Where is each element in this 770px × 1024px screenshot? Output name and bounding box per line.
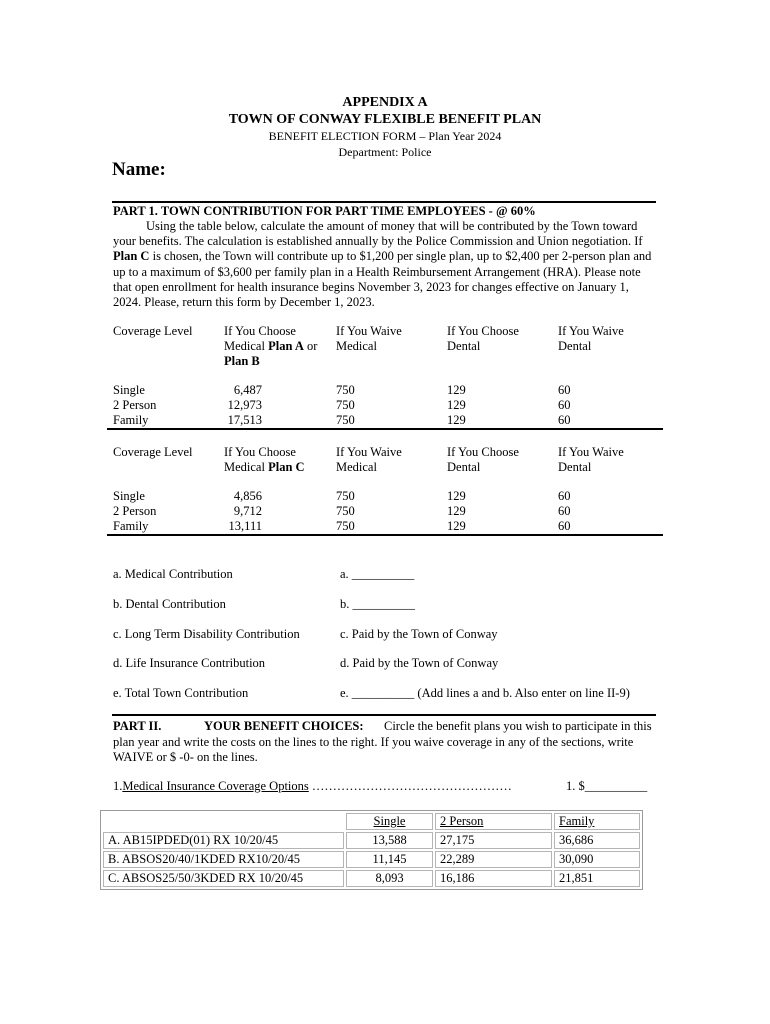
divider-top <box>112 201 656 203</box>
table-row[interactable] <box>103 832 640 849</box>
t2-header-medical-line1: If You Choose <box>224 445 296 459</box>
department-line: Department: Police <box>338 145 432 159</box>
t1-header-waive-dental-line2: Dental <box>558 339 592 353</box>
t2-row-family-level: Family <box>113 519 149 533</box>
part2-label: PART II. <box>113 719 162 733</box>
plans-table-header <box>103 813 640 830</box>
plan-b-name[interactable]: B. ABSOS20/40/1KDED RX10/20/45 <box>103 851 344 868</box>
appendix-title: APPENDIX A <box>342 95 428 110</box>
t2-col-waive-medical <box>336 489 355 534</box>
part2-title: YOUR BENEFIT CHOICES: <box>204 719 364 733</box>
t1-header-waive-medical-line1: If You Waive <box>336 324 402 338</box>
name-label: Name: <box>112 159 166 180</box>
t1-row-single-dental: 129 <box>447 383 466 397</box>
part1-line-3 <box>113 249 658 264</box>
t1-row-family-waive-medical: 750 <box>336 413 355 427</box>
t1-row-single-level: Single <box>113 383 145 397</box>
t2-header-medical-line2a: Medical <box>224 460 269 474</box>
contribution-life-label: d. Life Insurance Contribution <box>113 656 266 670</box>
part1-line-6: 2024. Please, return this form by December 1, 2023. <box>113 295 375 310</box>
t1-row-family-medical: 17,513 <box>227 413 262 427</box>
t1-header-waive-dental-line1: If You Waive <box>558 324 624 338</box>
part1-paragraph <box>113 219 658 310</box>
t2-header-waive-dental-line2: Dental <box>558 460 592 474</box>
t1-header-dental <box>447 324 519 354</box>
medical-options-item <box>113 779 512 794</box>
plan-c-single: 8,093 <box>346 870 433 887</box>
contribution-medical-blank[interactable]: a. __________ <box>340 567 415 581</box>
table-row[interactable] <box>103 870 640 887</box>
medical-options-label: Medical Insurance Coverage Options <box>122 779 309 793</box>
t2-row-2person-waive-dental: 60 <box>558 504 571 518</box>
contribution-ltd-value: c. Paid by the Town of Conway <box>340 627 498 641</box>
part2-line-2: plan year and write the costs on the lines to the right. If you waive coverage in any of the sections, write <box>113 735 634 749</box>
divider-part2 <box>112 714 656 716</box>
t2-row-2person-level: 2 Person <box>113 504 157 518</box>
t2-row-family-medical: 13,111 <box>228 519 262 533</box>
t1-row-single-medical: 6,487 <box>233 383 262 397</box>
contribution-total-blank[interactable]: e. __________ (Add lines a and b. Also enter on line II-9) <box>340 686 630 700</box>
medical-options-number: 1. <box>113 779 123 793</box>
part1-line-3-text: is chosen, the Town will contribute up to $1,200 per single plan, up to $2,400 per 2-person plan and <box>149 249 652 264</box>
t2-header-waive-dental-line1: If You Waive <box>558 445 624 459</box>
t1-header-dental-line2: Dental <box>447 339 481 353</box>
t2-col-medical <box>224 489 262 534</box>
form-title: BENEFIT ELECTION FORM – Plan Year 2024 <box>268 129 502 143</box>
part1-line-5: that open enrollment for health insurance begins November 3, 2023 for changes effective on January 1, <box>113 279 629 294</box>
t1-header-waive-dental <box>558 324 624 354</box>
header-2-person: 2 Person <box>435 813 552 830</box>
part1-line-4: up to a maximum of $3,600 per family plan in a Health Reimbursement Arrangement (HRA). Please note <box>113 264 641 279</box>
plan-a-single: 13,588 <box>346 832 433 849</box>
plan-c-family: 21,851 <box>554 870 640 887</box>
plan-a-2-person: 27,175 <box>435 832 552 849</box>
t1-header-medical <box>224 324 317 369</box>
plan-c-bold: Plan C <box>113 249 150 264</box>
t1-row-2person-waive-medical: 750 <box>336 398 355 412</box>
t1-col-waive-dental <box>558 383 571 428</box>
part2-line-1: Circle the benefit plans you wish to participate in this <box>384 719 652 733</box>
t1-col-dental <box>447 383 466 428</box>
plan-a-family: 36,686 <box>554 832 640 849</box>
plan-a-name[interactable]: A. AB15IPDED(01) RX 10/20/45 <box>103 832 344 849</box>
contribution-ltd-label: c. Long Term Disability Contribution <box>113 627 300 641</box>
t1-header-medical-line1: If You Choose <box>224 324 296 338</box>
part1-heading: PART 1. TOWN CONTRIBUTION FOR PART TIME EMPLOYEES - @ 60% <box>113 204 536 218</box>
plan-c-name[interactable]: C. ABSOS25/50/3KDED RX 10/20/45 <box>103 870 344 887</box>
t2-col-dental <box>447 489 466 534</box>
t2-col-waive-dental <box>558 489 571 534</box>
t2-header-waive-medical-line2: Medical <box>336 460 377 474</box>
table1-divider <box>107 428 663 430</box>
header-single: Single <box>346 813 433 830</box>
t2-header-waive-medical-line1: If You Waive <box>336 445 402 459</box>
t2-header-waive-medical <box>336 445 402 475</box>
contribution-dental-label: b. Dental Contribution <box>113 597 226 611</box>
contribution-dental-blank[interactable]: b. __________ <box>340 597 415 611</box>
contribution-total-label: e. Total Town Contribution <box>113 686 249 700</box>
t2-row-family-waive-medical: 750 <box>336 519 355 533</box>
part1-line-2: your benefits. The calculation is established annually by the Police Commission and Union negotiation. If <box>113 234 643 249</box>
t2-row-2person-waive-medical: 750 <box>336 504 355 518</box>
medical-options-leader: ………………………………………… <box>308 779 512 793</box>
t1-row-single-waive-dental: 60 <box>558 383 571 397</box>
part2-line-3: WAIVE or $ -0- on the lines. <box>113 750 258 764</box>
t2-header-dental-line2: Dental <box>447 460 481 474</box>
header-family: Family <box>554 813 640 830</box>
medical-plans-table <box>100 810 643 890</box>
part1-line-1: Using the table below, calculate the amount of money that will be contributed by the Town toward <box>146 219 638 233</box>
t1-row-family-level: Family <box>113 413 149 427</box>
t1-header-medical-line2a: Medical <box>224 339 269 353</box>
t2-row-family-dental: 129 <box>447 519 466 533</box>
plan-c-2-person: 16,186 <box>435 870 552 887</box>
t1-col-level <box>113 383 156 428</box>
t1-header-level: Coverage Level <box>113 324 193 338</box>
t2-row-single-level: Single <box>113 489 145 503</box>
t2-row-single-waive-dental: 60 <box>558 489 571 503</box>
t1-row-single-waive-medical: 750 <box>336 383 355 397</box>
header-blank-cell <box>103 813 344 830</box>
t1-header-medical-line2c: or <box>303 339 318 353</box>
t1-header-plan-b: Plan B <box>224 354 260 368</box>
contribution-life-value: d. Paid by the Town of Conway <box>340 656 499 670</box>
t1-row-2person-dental: 129 <box>447 398 466 412</box>
t2-header-dental <box>447 445 519 475</box>
t1-header-waive-medical-line2: Medical <box>336 339 377 353</box>
t1-row-family-waive-dental: 60 <box>558 413 571 427</box>
t1-row-2person-medical: 12,973 <box>227 398 262 412</box>
t2-header-plan-c: Plan C <box>268 460 305 474</box>
t2-row-single-waive-medical: 750 <box>336 489 355 503</box>
t2-row-2person-dental: 129 <box>447 504 466 518</box>
t1-col-waive-medical <box>336 383 355 428</box>
contribution-medical-label: a. Medical Contribution <box>113 567 233 581</box>
t2-row-2person-medical: 9,712 <box>233 504 262 518</box>
t1-row-2person-level: 2 Person <box>113 398 157 412</box>
t1-header-waive-medical <box>336 324 402 354</box>
t2-row-family-waive-dental: 60 <box>558 519 571 533</box>
plan-b-family: 30,090 <box>554 851 640 868</box>
plan-title: TOWN OF CONWAY FLEXIBLE BENEFIT PLAN <box>228 112 542 127</box>
t2-row-single-medical: 4,856 <box>233 489 262 503</box>
medical-options-blank[interactable]: 1. $__________ <box>566 779 648 793</box>
t1-col-medical <box>224 383 262 428</box>
t1-header-plan-a: Plan A <box>268 339 304 353</box>
t2-header-level: Coverage Level <box>113 445 193 459</box>
t1-row-family-dental: 129 <box>447 413 466 427</box>
t2-col-level <box>113 489 156 534</box>
plan-b-2-person: 22,289 <box>435 851 552 868</box>
table2-divider <box>107 534 663 536</box>
t2-header-dental-line1: If You Choose <box>447 445 519 459</box>
t2-header-medical <box>224 445 305 475</box>
t2-header-waive-dental <box>558 445 624 475</box>
table-row[interactable] <box>103 851 640 868</box>
t1-row-2person-waive-dental: 60 <box>558 398 571 412</box>
plan-b-single: 11,145 <box>346 851 433 868</box>
t2-row-single-dental: 129 <box>447 489 466 503</box>
t1-header-dental-line1: If You Choose <box>447 324 519 338</box>
